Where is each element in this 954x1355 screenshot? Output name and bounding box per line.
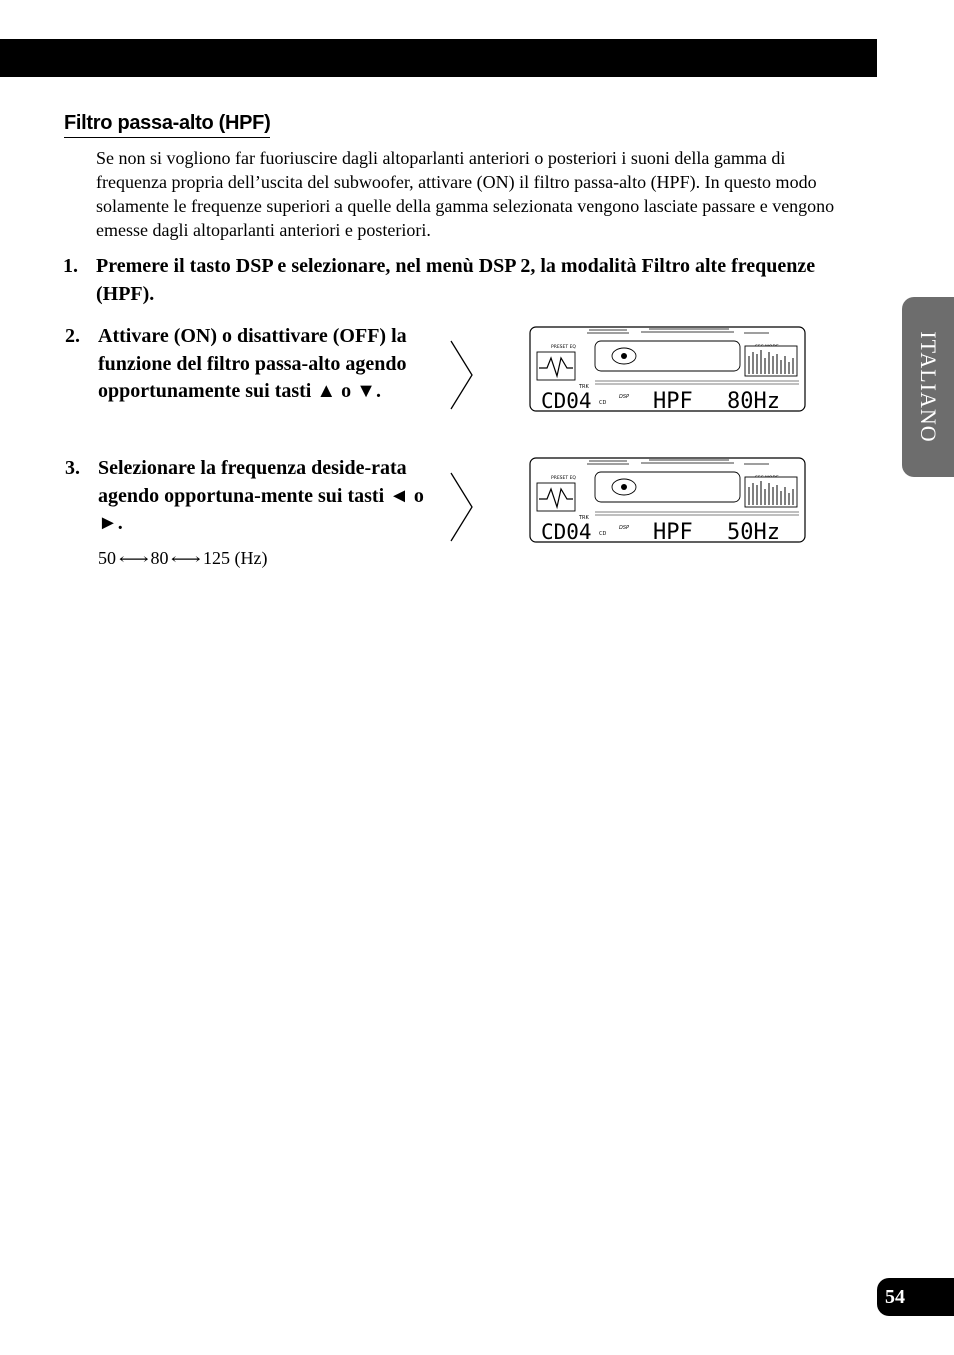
section-title: Filtro passa-alto (HPF) — [64, 112, 270, 138]
freq-125: 125 (Hz) — [203, 548, 268, 568]
cd-label: CD — [599, 400, 607, 406]
lcd-mode: HPF — [653, 520, 693, 543]
step-number: 1. — [63, 255, 78, 277]
lcd-mode: HPF — [653, 389, 693, 412]
chevron-right-icon — [450, 340, 474, 410]
step-2 — [65, 323, 443, 406]
dsp-label: DSP — [619, 394, 630, 400]
step-text: Premere il tasto DSP e selezionare, nel menù DSP 2, la modalità Filtro alte frequenze (HPF). — [96, 255, 816, 305]
preset-eq-label: PRESET EQ — [551, 476, 576, 481]
lcd-source: CD04 — [541, 389, 592, 412]
trk-label: TRK — [579, 515, 589, 521]
step-number: 2. — [65, 325, 80, 347]
step-3 — [65, 455, 443, 538]
trk-label: TRK — [579, 384, 589, 390]
dsp-label: DSP — [619, 525, 630, 531]
step-text: Selezionare la frequenza deside-rata agendo opportuna-mente sui tasti ◄ o ►. — [98, 457, 424, 534]
double-arrow-icon: ⟷ — [170, 552, 201, 568]
step-text: Attivare (ON) o disattivare (OFF) la funzione del filtro passa-alto agendo opportunamente sui tasti ▲ o ▼. — [98, 325, 407, 402]
lcd-value: 80Hz — [727, 389, 780, 412]
frequency-sequence — [98, 548, 268, 569]
language-tab — [902, 297, 954, 477]
lcd-source: CD04 — [541, 520, 592, 543]
page-number: 54 — [877, 1278, 954, 1316]
lcd-value: 50Hz — [727, 520, 780, 543]
step-1 — [63, 253, 846, 308]
freq-80: 80 — [150, 548, 169, 568]
lcd-display-80hz — [529, 326, 806, 412]
preset-eq-label: PRESET EQ — [551, 345, 576, 350]
chevron-right-icon — [450, 472, 474, 542]
header-bar — [0, 39, 877, 77]
language-tab-label: ITALIANO — [916, 331, 941, 443]
step-number: 3. — [65, 457, 80, 479]
double-arrow-icon: ⟷ — [118, 552, 149, 568]
intro-paragraph: Se non si vogliono far fuoriuscire dagli altoparlanti anteriori o posteriori i suoni della gamma di frequenza propria dell’uscita del subwoofer, attivare (ON) il filtro passa-alto (HPF). In questo modo solamente le frequenze superiori a quelle della gamma selezionata vengono lasciate passare e vengono emesse dagli altoparlanti anteriori e posteriori. — [96, 148, 835, 240]
lcd-display-50hz — [529, 457, 806, 543]
freq-50: 50 — [98, 548, 116, 568]
cd-label: CD — [599, 531, 607, 537]
